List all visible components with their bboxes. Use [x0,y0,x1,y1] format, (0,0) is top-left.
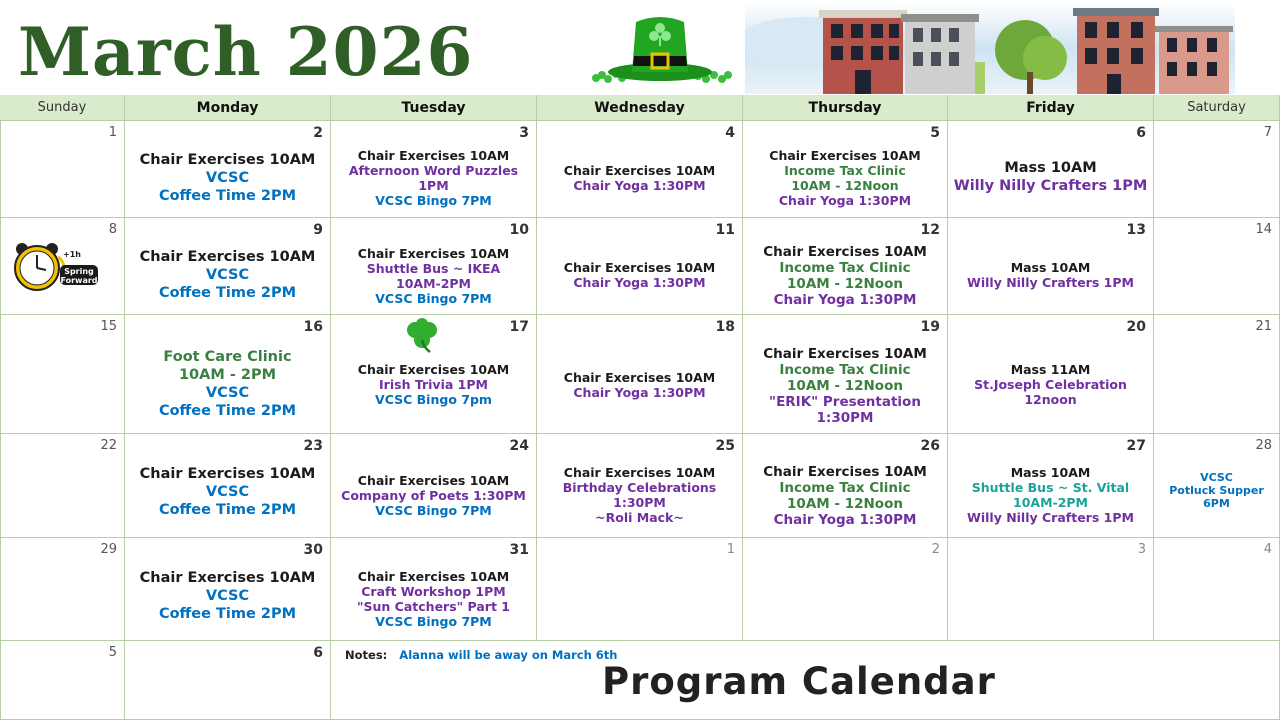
event-line: 10AM - 12Noon [787,378,903,394]
event-line: VCSC Bingo 7PM [375,193,492,208]
event-list [537,370,742,400]
day-number: 18 [715,319,735,335]
day-number: 11 [715,222,735,238]
day-number: 8 [108,222,117,237]
day-cell[interactable] [125,641,331,720]
weekday-header-tuesday: Tuesday [331,95,537,121]
day-number: 26 [920,438,940,454]
weekday-header-thursday: Thursday [743,95,948,121]
event-line: 10AM-2PM [1013,495,1088,510]
day-cell[interactable] [537,434,743,538]
day-number: 29 [100,542,117,557]
clock-badge-plus: +1h [63,250,81,259]
leprechaun-hat-icon [586,12,734,88]
day-cell[interactable] [125,121,331,218]
day-cell[interactable] [537,538,743,641]
day-number: 6 [313,645,323,661]
event-line: "Sun Catchers" Part 1 [357,599,510,614]
day-number: 16 [303,319,323,335]
event-line: Potluck Supper [1169,484,1264,497]
day-cell[interactable] [948,121,1154,218]
day-number: 3 [519,125,529,141]
notes [345,648,617,662]
day-cell[interactable] [743,434,948,538]
event-line: Willy Nilly Crafters 1PM [967,510,1134,525]
weekday-header-monday: Monday [125,95,331,121]
event-line: Chair Exercises 10AM [563,260,716,275]
event-line: Chair Yoga 1:30PM [773,512,917,528]
event-list [948,465,1153,525]
event-line: VCSC [1200,471,1233,484]
event-line: Chair Exercises 10AM [139,249,316,265]
event-line: VCSC [205,267,250,283]
event-line: Income Tax Clinic [779,362,911,378]
event-list [743,464,947,528]
event-list [125,151,330,205]
event-list [537,260,742,290]
day-cell[interactable] [125,538,331,641]
event-line: Chair Yoga 1:30PM [573,275,706,290]
weekday-header-friday: Friday [948,95,1154,121]
event-line: Craft Workshop 1PM [361,584,506,599]
notes-label: Notes: [345,648,388,662]
event-line: Mass 10AM [1004,160,1097,176]
day-cell[interactable] [948,315,1154,434]
day-cell[interactable] [0,434,125,538]
event-line: Mass 11AM [1010,362,1091,377]
event-list [537,465,742,525]
day-number: 2 [313,125,323,141]
event-line: Chair Exercises 10AM [357,246,510,261]
day-cell[interactable] [1154,434,1280,538]
event-line: Coffee Time 2PM [158,285,297,301]
event-list [125,248,330,302]
event-line: Coffee Time 2PM [158,188,297,204]
day-number: 20 [1126,319,1146,335]
day-number: 4 [1263,542,1272,557]
event-line: Chair Exercises 10AM [763,244,927,260]
day-cell[interactable] [125,434,331,538]
event-line: Shuttle Bus ~ IKEA [366,261,501,276]
day-cell[interactable] [743,538,948,641]
event-line: Income Tax Clinic [779,260,911,276]
notes-text: Alanna will be away on March 6th [399,648,618,662]
day-cell[interactable] [948,538,1154,641]
event-line: VCSC Bingo 7PM [375,614,492,629]
day-number: 6 [1136,125,1146,141]
spring-forward-clock-icon [12,243,100,291]
event-line: Shuttle Bus ~ St. Vital [971,480,1130,495]
event-line: VCSC [205,588,250,604]
event-list [331,362,536,407]
event-line: Income Tax Clinic [779,480,911,496]
event-line: Chair Exercises 10AM [769,148,921,163]
event-line: VCSC [205,484,250,500]
page-title: March 2026 [18,13,474,91]
day-cell[interactable] [331,218,537,315]
event-line: Coffee Time 2PM [158,403,297,419]
day-cell[interactable] [948,434,1154,538]
event-line: Chair Yoga 1:30PM [573,178,706,193]
event-list [1154,471,1279,510]
event-list [331,473,536,518]
day-cell[interactable] [125,315,331,434]
event-line: 1PM [418,178,449,193]
day-number: 1 [108,125,117,140]
day-number: 21 [1255,319,1272,334]
day-number: 9 [313,222,323,238]
event-list [948,362,1153,407]
event-line: Chair Exercises 10AM [357,473,510,488]
day-number: 24 [509,438,529,454]
day-number: 23 [303,438,323,454]
day-number: 30 [303,542,323,558]
day-number: 14 [1255,222,1272,237]
day-cell[interactable] [331,538,537,641]
event-line: 10AM - 12Noon [787,276,903,292]
event-line: Chair Exercises 10AM [563,370,716,385]
day-number: 27 [1126,438,1146,454]
event-list [948,159,1153,195]
day-cell[interactable] [1154,315,1280,434]
event-list [743,244,947,308]
event-line: VCSC Bingo 7pm [375,392,492,407]
day-number: 2 [931,542,940,557]
day-number: 19 [920,319,940,335]
event-line: Irish Trivia 1PM [379,377,488,392]
event-list [537,163,742,193]
event-list [331,246,536,306]
event-line: Birthday Celebrations [562,480,717,495]
event-line: Coffee Time 2PM [158,606,297,622]
day-number: 22 [100,438,117,453]
clock-badge-line1: Spring [64,267,94,276]
shamrock-icon [402,318,442,354]
day-cell[interactable] [948,218,1154,315]
event-line: Willy Nilly Crafters 1PM [967,275,1134,290]
day-number: 15 [100,319,117,334]
street-houses-image [745,2,1235,94]
day-cell[interactable] [331,121,537,218]
day-number: 25 [715,438,735,454]
event-list [743,148,947,208]
event-line: Chair Exercises 10AM [563,163,716,178]
event-line: "ERIK" Presentation [769,394,921,410]
event-list [331,148,536,208]
event-line: Chair Exercises 10AM [139,152,316,168]
program-calendar-title: Program Calendar [602,660,996,703]
event-list [948,260,1153,290]
event-line: Foot Care Clinic [163,349,292,365]
day-number: 5 [108,645,117,660]
event-line: VCSC Bingo 7PM [375,503,492,518]
day-cell[interactable] [331,434,537,538]
event-line: VCSC Bingo 7PM [375,291,492,306]
day-cell[interactable] [537,218,743,315]
event-list [743,346,947,426]
day-cell[interactable] [1154,538,1280,641]
event-line: 10AM-2PM [396,276,471,291]
day-cell[interactable] [537,315,743,434]
weekday-header-sunday: Sunday [0,95,125,121]
day-number: 5 [930,125,940,141]
event-line: VCSC [205,170,250,186]
day-number: 13 [1126,222,1146,238]
event-line: Coffee Time 2PM [158,502,297,518]
event-list [331,569,536,629]
day-cell[interactable] [0,538,125,641]
event-line: Chair Exercises 10AM [763,464,927,480]
event-line: Chair Exercises 10AM [139,466,316,482]
event-line: 6PM [1203,497,1230,510]
event-list [125,465,330,519]
event-line: Chair Exercises 10AM [563,465,716,480]
event-line: Chair Yoga 1:30PM [573,385,706,400]
event-line: VCSC [205,385,250,401]
event-line: Chair Exercises 10AM [139,570,316,586]
day-cell[interactable] [0,315,125,434]
clock-badge-line2: Forward [60,276,98,285]
event-line: Income Tax Clinic [784,163,906,178]
event-line: 10AM - 12Noon [787,496,903,512]
event-line: Chair Exercises 10AM [357,569,510,584]
event-line: 12noon [1024,392,1077,407]
day-cell[interactable] [743,315,948,434]
day-number: 12 [920,222,940,238]
event-line: Willy Nilly Crafters 1PM [953,178,1148,194]
event-line: Chair Exercises 10AM [357,148,510,163]
event-line: St.Joseph Celebration [974,377,1127,392]
day-cell[interactable] [537,121,743,218]
day-number: 4 [725,125,735,141]
weekday-header-wednesday: Wednesday [537,95,743,121]
event-line: 10AM - 12Noon [791,178,899,193]
event-list [125,348,330,420]
event-line: Chair Yoga 1:30PM [778,193,912,208]
day-number: 3 [1137,542,1146,557]
day-cell[interactable] [125,218,331,315]
day-number: 17 [509,319,529,335]
event-line: Chair Exercises 10AM [763,346,927,362]
day-cell[interactable] [1154,218,1280,315]
event-line: Chair Exercises 10AM [357,362,510,377]
day-number: 10 [509,222,529,238]
event-line: 10AM - 2PM [178,367,277,383]
weekday-header-saturday: Saturday [1154,95,1280,121]
day-cell[interactable] [1154,121,1280,218]
event-list [125,569,330,623]
day-cell[interactable] [743,121,948,218]
event-line: Afternoon Word Puzzles [348,163,519,178]
event-line: 1:30PM [816,410,874,426]
day-cell[interactable] [743,218,948,315]
event-line: Mass 10AM [1010,260,1091,275]
day-cell[interactable] [0,641,125,720]
event-line: Chair Yoga 1:30PM [773,292,917,308]
calendar-grid [0,95,1280,720]
day-number: 7 [1263,125,1272,140]
event-line: Mass 10AM [1010,465,1091,480]
event-line: Company of Poets 1:30PM [341,488,526,503]
event-line: ~Roli Mack~ [595,510,684,525]
day-number: 1 [726,542,735,557]
day-number: 28 [1255,438,1272,453]
day-cell[interactable] [0,121,125,218]
event-line: 1:30PM [613,495,666,510]
day-number: 31 [509,542,529,558]
